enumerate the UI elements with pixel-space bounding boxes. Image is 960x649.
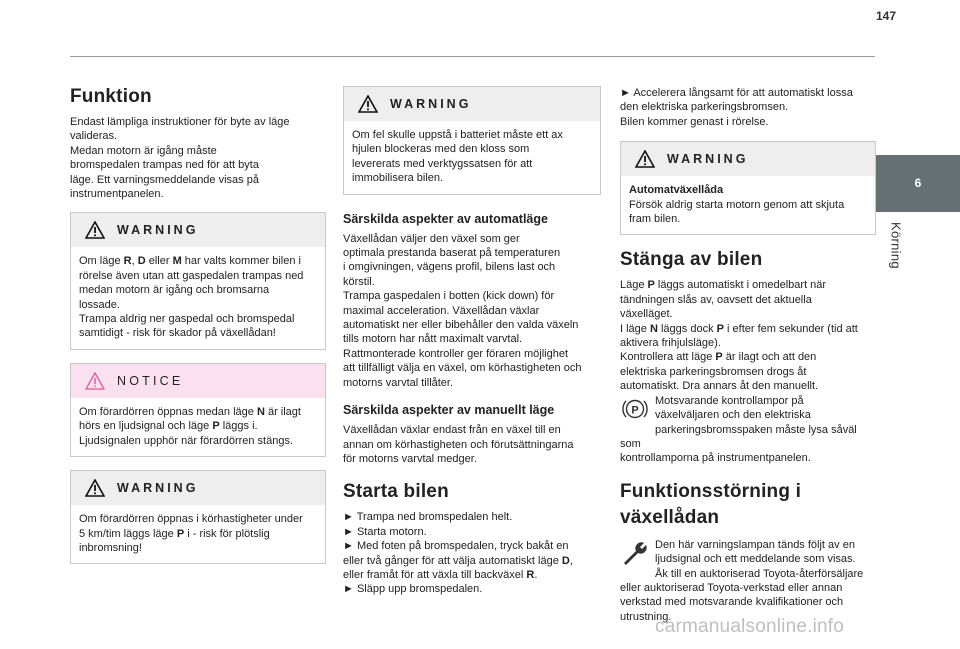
text-run: har valts kommer bilen i rörelse även utan att gaspedalen trampas ned medan motorn är igång och bromsarna lossade. Trampa aldrig ner gaspedal och bromspedal samtidigt - risk för skador på växellådan!	[79, 255, 304, 340]
warning-body	[71, 505, 325, 563]
notice-triangle-icon	[85, 372, 105, 390]
mode-r: R	[526, 568, 535, 581]
mode-r: R	[123, 255, 132, 268]
text-run: ,	[131, 255, 138, 268]
chapter-label-wrap	[888, 222, 918, 292]
text-run: ► Trampa ned bromspedalen helt. ► Starta motorn. ► Med foten på bromspedalen, tryck bakåt en eller två gånger för att välja automatiskt läge	[343, 511, 569, 567]
text-run: Om förardörren öppnas i körhastigheter under 5 km/tim läggs läge	[79, 513, 303, 540]
fault-note	[620, 538, 876, 624]
mode-d: D	[561, 554, 570, 567]
text-run: i - risk för plötslig inbromsning!	[79, 527, 270, 554]
text-run: läggs i. Ljudsignalen upphör när förardörren stängs.	[79, 420, 294, 447]
warning-box-4	[620, 141, 876, 235]
mode-m: M	[172, 255, 182, 268]
column-1	[70, 82, 326, 577]
mode-p: P	[647, 279, 655, 292]
warning-title: WARNING	[667, 152, 749, 167]
column-2	[343, 86, 601, 597]
warning-header	[344, 87, 600, 121]
mode-d: D	[137, 255, 146, 268]
watermark: carmanualsonline.info	[655, 616, 845, 637]
heading-stop: Stänga av bilen	[620, 249, 763, 271]
text-run: i efter fem sekunder (tid att aktivera frihjulsläge). Kontrollera att läge	[620, 322, 858, 364]
notice-box	[70, 363, 326, 457]
funktion-intro: Endast lämpliga instruktioner för byte av läge valideras. Medan motorn är igång måste bromspedalen trampas ned för att byta läge. Ett varningsmeddelande visas på instrumentpanelen.	[70, 116, 290, 201]
warning-title: WARNING	[117, 480, 199, 495]
chapter-label: Körning	[888, 222, 904, 269]
svg-text:P: P	[631, 404, 639, 417]
warning-header	[621, 142, 875, 176]
page-number: 147	[876, 9, 897, 23]
wrench-icon	[620, 539, 650, 567]
fault-text: Den här varningslampan tänds följt av en ljudsignal och ett meddelande som visas. Åk till en auktoriserad Toyota-återförsäljare eller auktoriserad Toyota-verkstad eller annan verkstad med motsvarande kvalifikationer och utrustning.	[620, 538, 864, 623]
warning-box-3	[343, 86, 601, 195]
notice-header	[71, 364, 325, 398]
heading-special-auto: Särskilda aspekter av automatläge	[343, 211, 548, 226]
section-heading-funktion: Funktion	[70, 86, 152, 107]
top-divider	[70, 56, 875, 57]
warning-triangle-icon	[635, 150, 655, 168]
start-steps	[343, 510, 601, 596]
warning-body	[71, 247, 325, 348]
mode-n: N	[649, 322, 658, 335]
heading-special-manual: Särskilda aspekter av manuellt läge	[343, 403, 555, 418]
text-run: Om läge	[79, 255, 124, 268]
text-run: är ilagt hörs en ljudsignal och läge	[79, 405, 301, 433]
text-run: läggs dock	[657, 322, 717, 335]
warning-box-1	[70, 212, 326, 349]
heading-fault-1: Funktionsstörning i	[620, 480, 802, 502]
mode-p: P	[176, 527, 185, 540]
mode-p: P	[212, 420, 220, 433]
brake-lamp-note	[620, 394, 876, 466]
text-run: är ilagt och att den elektriska parkeringsbromsen drogs åt automatiskt. Dra annars åt den manuellt.	[620, 351, 819, 393]
text-run: läggs automatiskt i omedelbart när tändningen slås av, oavsett det aktuella växelläget. I läge	[620, 279, 827, 335]
text-run: Om förardörren öppnas medan läge	[79, 405, 257, 418]
accelerate-text: ► Accelerera långsamt för att automatiskt lossa den elektriska parkeringsbromsen. Bilen kommer genast i rörelse.	[620, 87, 853, 128]
warning-triangle-icon	[85, 479, 105, 497]
special-auto-text: Växellådan väljer den växel som ger optimala prestanda baserat på temperaturen i omgivningen, vägens profil, bilens last och körstil. Trampa gaspedalen i botten (kick down) för maximal acceleration. Växellådan växlar automatiskt ner eller bibehåller den valda växeln tills motorn har nått maximalt varvtal. Rattmonterade kontroller ger föraren möjlighet att tillfälligt välja en växel, om körhastigheten och motorns varvtal tillåter.	[343, 232, 582, 389]
warning-text: Försök aldrig starta motorn genom att skjuta fram bilen.	[629, 198, 845, 226]
stop-text	[620, 278, 876, 393]
heading-fault-2: växellådan	[620, 506, 720, 528]
special-manual-text: Växellådan växlar endast från en växel till en annan om körhastigheten och förutsättningarna för motorns varvtal medger.	[343, 424, 574, 465]
text-run: eller	[145, 255, 173, 268]
column-3	[620, 86, 876, 624]
mode-n: N	[256, 405, 265, 418]
warning-box-2	[70, 470, 326, 564]
parking-brake-icon	[620, 395, 650, 423]
chapter-tab[interactable]: 6	[876, 155, 960, 212]
brake-lamp-text: Motsvarande kontrollampor på växelväljaren och den elektriska parkeringsbromsspaken måste lysa såväl som kontrollamporna på instrumentpanelen.	[620, 394, 857, 465]
warning-subtitle: Automatväxellåda	[629, 184, 724, 197]
text-run: . ► Släpp upp bromspedalen.	[343, 568, 538, 596]
warning-body: Om fel skulle uppstå i batteriet måste ett ax hjulen blockeras med den kloss som levererats med verktygssatsen för att immobilisera bilen.	[352, 129, 563, 185]
notice-title: NOTICE	[117, 373, 184, 388]
warning-header	[71, 471, 325, 505]
warning-body	[621, 176, 875, 234]
heading-start: Starta bilen	[343, 481, 449, 503]
mode-p: P	[715, 351, 723, 364]
warning-title: WARNING	[117, 223, 199, 238]
warning-triangle-icon	[358, 95, 378, 113]
warning-header	[71, 213, 325, 247]
text-run: , eller framåt för att växla till backväxel	[343, 554, 573, 581]
warning-title: WARNING	[390, 96, 472, 111]
notice-body	[71, 398, 325, 456]
warning-triangle-icon	[85, 221, 105, 239]
mode-p: P	[716, 322, 724, 335]
text-run: Läge	[620, 279, 648, 292]
